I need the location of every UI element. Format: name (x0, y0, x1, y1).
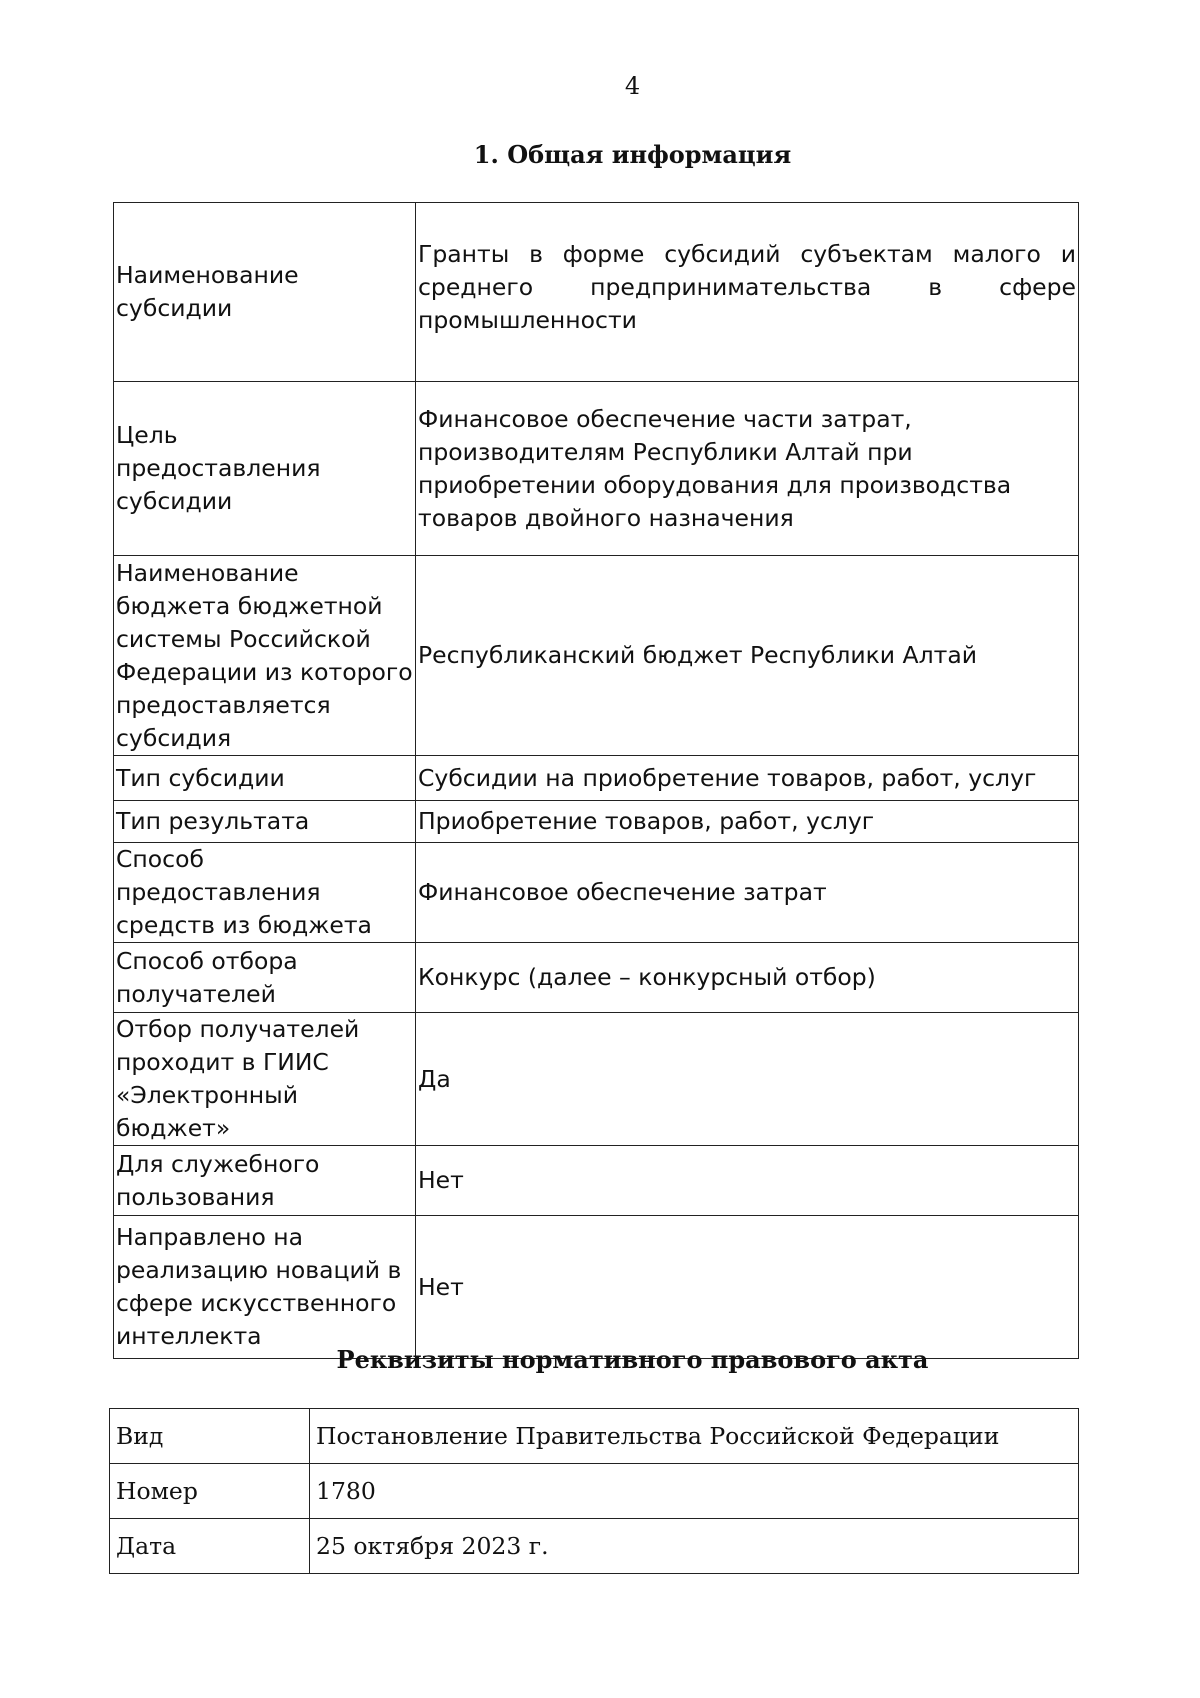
row-value: Республиканский бюджет Республики Алтай (416, 556, 1079, 756)
row-value: Финансовое обеспечение части затрат, производителям Республики Алтай при приобретении оборудования для производства товаров двойного назначения (416, 382, 1079, 556)
act-row-label: Дата (110, 1519, 310, 1574)
row-value: Конкурс (далее – конкурсный отбор) (416, 943, 1079, 1013)
table-row (114, 843, 1079, 943)
act-row-value: 25 октября 2023 г. (310, 1519, 1079, 1574)
row-value: Да (416, 1013, 1079, 1146)
table-row (114, 382, 1079, 556)
table-row (110, 1519, 1079, 1574)
table-row (114, 203, 1079, 382)
row-value: Нет (416, 1216, 1079, 1359)
legal-act-table (109, 1408, 1079, 1574)
page-number: 4 (624, 72, 641, 100)
row-label: Способ отбора получателей (114, 943, 416, 1013)
row-label: Наименование бюджета бюджетной системы Российской Федерации из которого предоставляется субсидия (114, 556, 416, 756)
act-row-value: 1780 (310, 1464, 1079, 1519)
table-row (114, 1216, 1079, 1359)
row-label: Направлено на реализацию новаций в сфере искусственного интеллекта (114, 1216, 416, 1359)
row-label: Способ предоставления средств из бюджета (114, 843, 416, 943)
table-row (114, 943, 1079, 1013)
row-label: Цель предоставления субсидии (114, 382, 416, 556)
row-value: Субсидии на приобретение товаров, работ, услуг (416, 756, 1079, 801)
table-row (110, 1464, 1079, 1519)
row-label: Наименование субсидии (114, 203, 416, 382)
row-label: Для служебного пользования (114, 1146, 416, 1216)
row-value: Гранты в форме субсидий субъектам малого и среднего предпринимательства в сфере промышленности (416, 203, 1079, 382)
act-row-value: Постановление Правительства Российской Федерации (310, 1409, 1079, 1464)
table-row (114, 756, 1079, 801)
row-value: Приобретение товаров, работ, услуг (416, 801, 1079, 843)
general-info-table (113, 202, 1079, 1359)
table-row (114, 801, 1079, 843)
row-label: Отбор получателей проходит в ГИИС «Электронный бюджет» (114, 1013, 416, 1146)
row-value: Нет (416, 1146, 1079, 1216)
table-row (110, 1409, 1079, 1464)
row-label: Тип результата (114, 801, 416, 843)
section-title: 1. Общая информация (473, 140, 792, 169)
row-label: Тип субсидии (114, 756, 416, 801)
act-section-title: Реквизиты нормативного правового акта (336, 1345, 929, 1374)
table-row (114, 1146, 1079, 1216)
table-row (114, 1013, 1079, 1146)
act-row-label: Вид (110, 1409, 310, 1464)
act-row-label: Номер (110, 1464, 310, 1519)
row-value: Финансовое обеспечение затрат (416, 843, 1079, 943)
table-row (114, 556, 1079, 756)
